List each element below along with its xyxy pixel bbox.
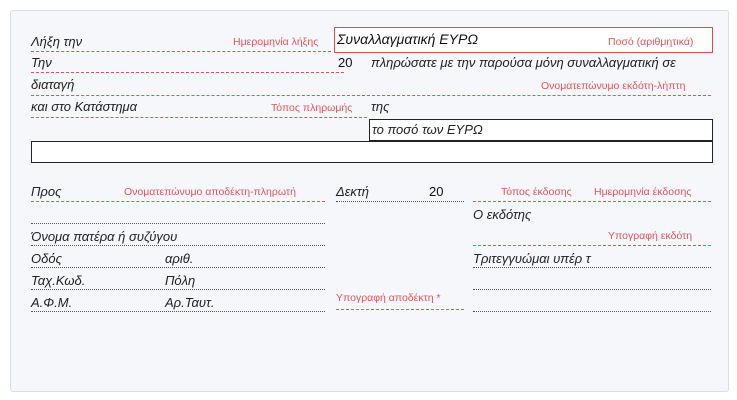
payment-place-line[interactable] [31, 117, 367, 118]
amount-numeric-hint: Ποσό (αριθμητικά) [608, 36, 694, 48]
issuer-signature-hint: Υπογραφή εκδότη [608, 230, 693, 242]
bill-of-exchange-form [10, 10, 729, 392]
tax-id-label: Α.Φ.Μ. [31, 295, 73, 310]
amount-words-continuation-field[interactable] [31, 141, 713, 163]
tax-id-line[interactable] [31, 311, 325, 312]
guarantor-line-2[interactable] [473, 289, 711, 290]
drawee-name-line[interactable] [31, 201, 325, 202]
drawee-extra-line[interactable] [31, 223, 325, 224]
father-spouse-name-line[interactable] [31, 245, 325, 246]
guarantor-line-3[interactable] [473, 311, 711, 312]
issue-place-date-line[interactable] [473, 201, 711, 202]
acceptor-signature-hint: Υπογραφή αποδέκτη * [336, 292, 441, 304]
payment-year-prefix: 20 [338, 55, 353, 70]
street-label: Οδός [31, 251, 62, 266]
payment-place-hint: Τόπος πληρωμής [271, 102, 353, 114]
issuer-label: Ο εκδότης [473, 207, 532, 222]
payment-date-line[interactable] [31, 72, 344, 73]
city-label: Πόλη [165, 273, 196, 288]
accepted-label: Δεκτή [336, 184, 370, 199]
issue-place-hint: Τόπος έκδοσης [501, 186, 572, 198]
payment-date-label: Την [31, 55, 52, 70]
street-line[interactable] [31, 267, 325, 268]
drawer-payee-name-hint: Ονοματεπώνυμο εκδότη-λήπτη [541, 80, 686, 92]
pay-instruction-text: πληρώσατε με την παρούσα μόνη συναλλαγματική σε [371, 55, 676, 70]
branch-label: και στο Κατάστημα [31, 99, 138, 114]
order-label: διαταγή [31, 77, 75, 92]
expiry-date-line[interactable] [31, 51, 331, 52]
accepted-date-line[interactable] [336, 201, 464, 202]
accepted-year-prefix: 20 [429, 184, 444, 199]
guarantor-line-1[interactable] [473, 267, 711, 268]
drawer-payee-name-line[interactable] [31, 95, 711, 96]
id-card-label: Αρ.Ταυτ. [165, 295, 215, 310]
issuer-signature-line[interactable] [473, 245, 711, 246]
postal-city-line[interactable] [31, 289, 325, 290]
street-number-label: αριθ. [165, 251, 194, 266]
father-spouse-name-label: Όνομα πατέρα ή συζύγου [31, 229, 178, 244]
expiry-date-hint: Ημερομηνία λήξης [233, 36, 319, 48]
expiry-label: Λήξη την [31, 34, 83, 49]
issue-date-hint: Ημερομηνία έκδοσης [594, 186, 692, 198]
drawee-label: Προς [31, 184, 62, 199]
bill-title: Συναλλαγματική ΕΥΡΩ [337, 31, 478, 47]
guarantor-label: Τριτεγγυώμαι υπέρ τ [473, 251, 591, 266]
acceptor-signature-line[interactable] [336, 309, 464, 310]
postal-code-label: Ταχ.Κωδ. [31, 273, 86, 288]
drawee-name-hint: Ονοματεπώνυμο αποδέκτη-πληρωτή [124, 186, 296, 198]
of-text: της [371, 99, 390, 114]
amount-words-label: το ποσό των ΕΥΡΩ [372, 122, 483, 137]
